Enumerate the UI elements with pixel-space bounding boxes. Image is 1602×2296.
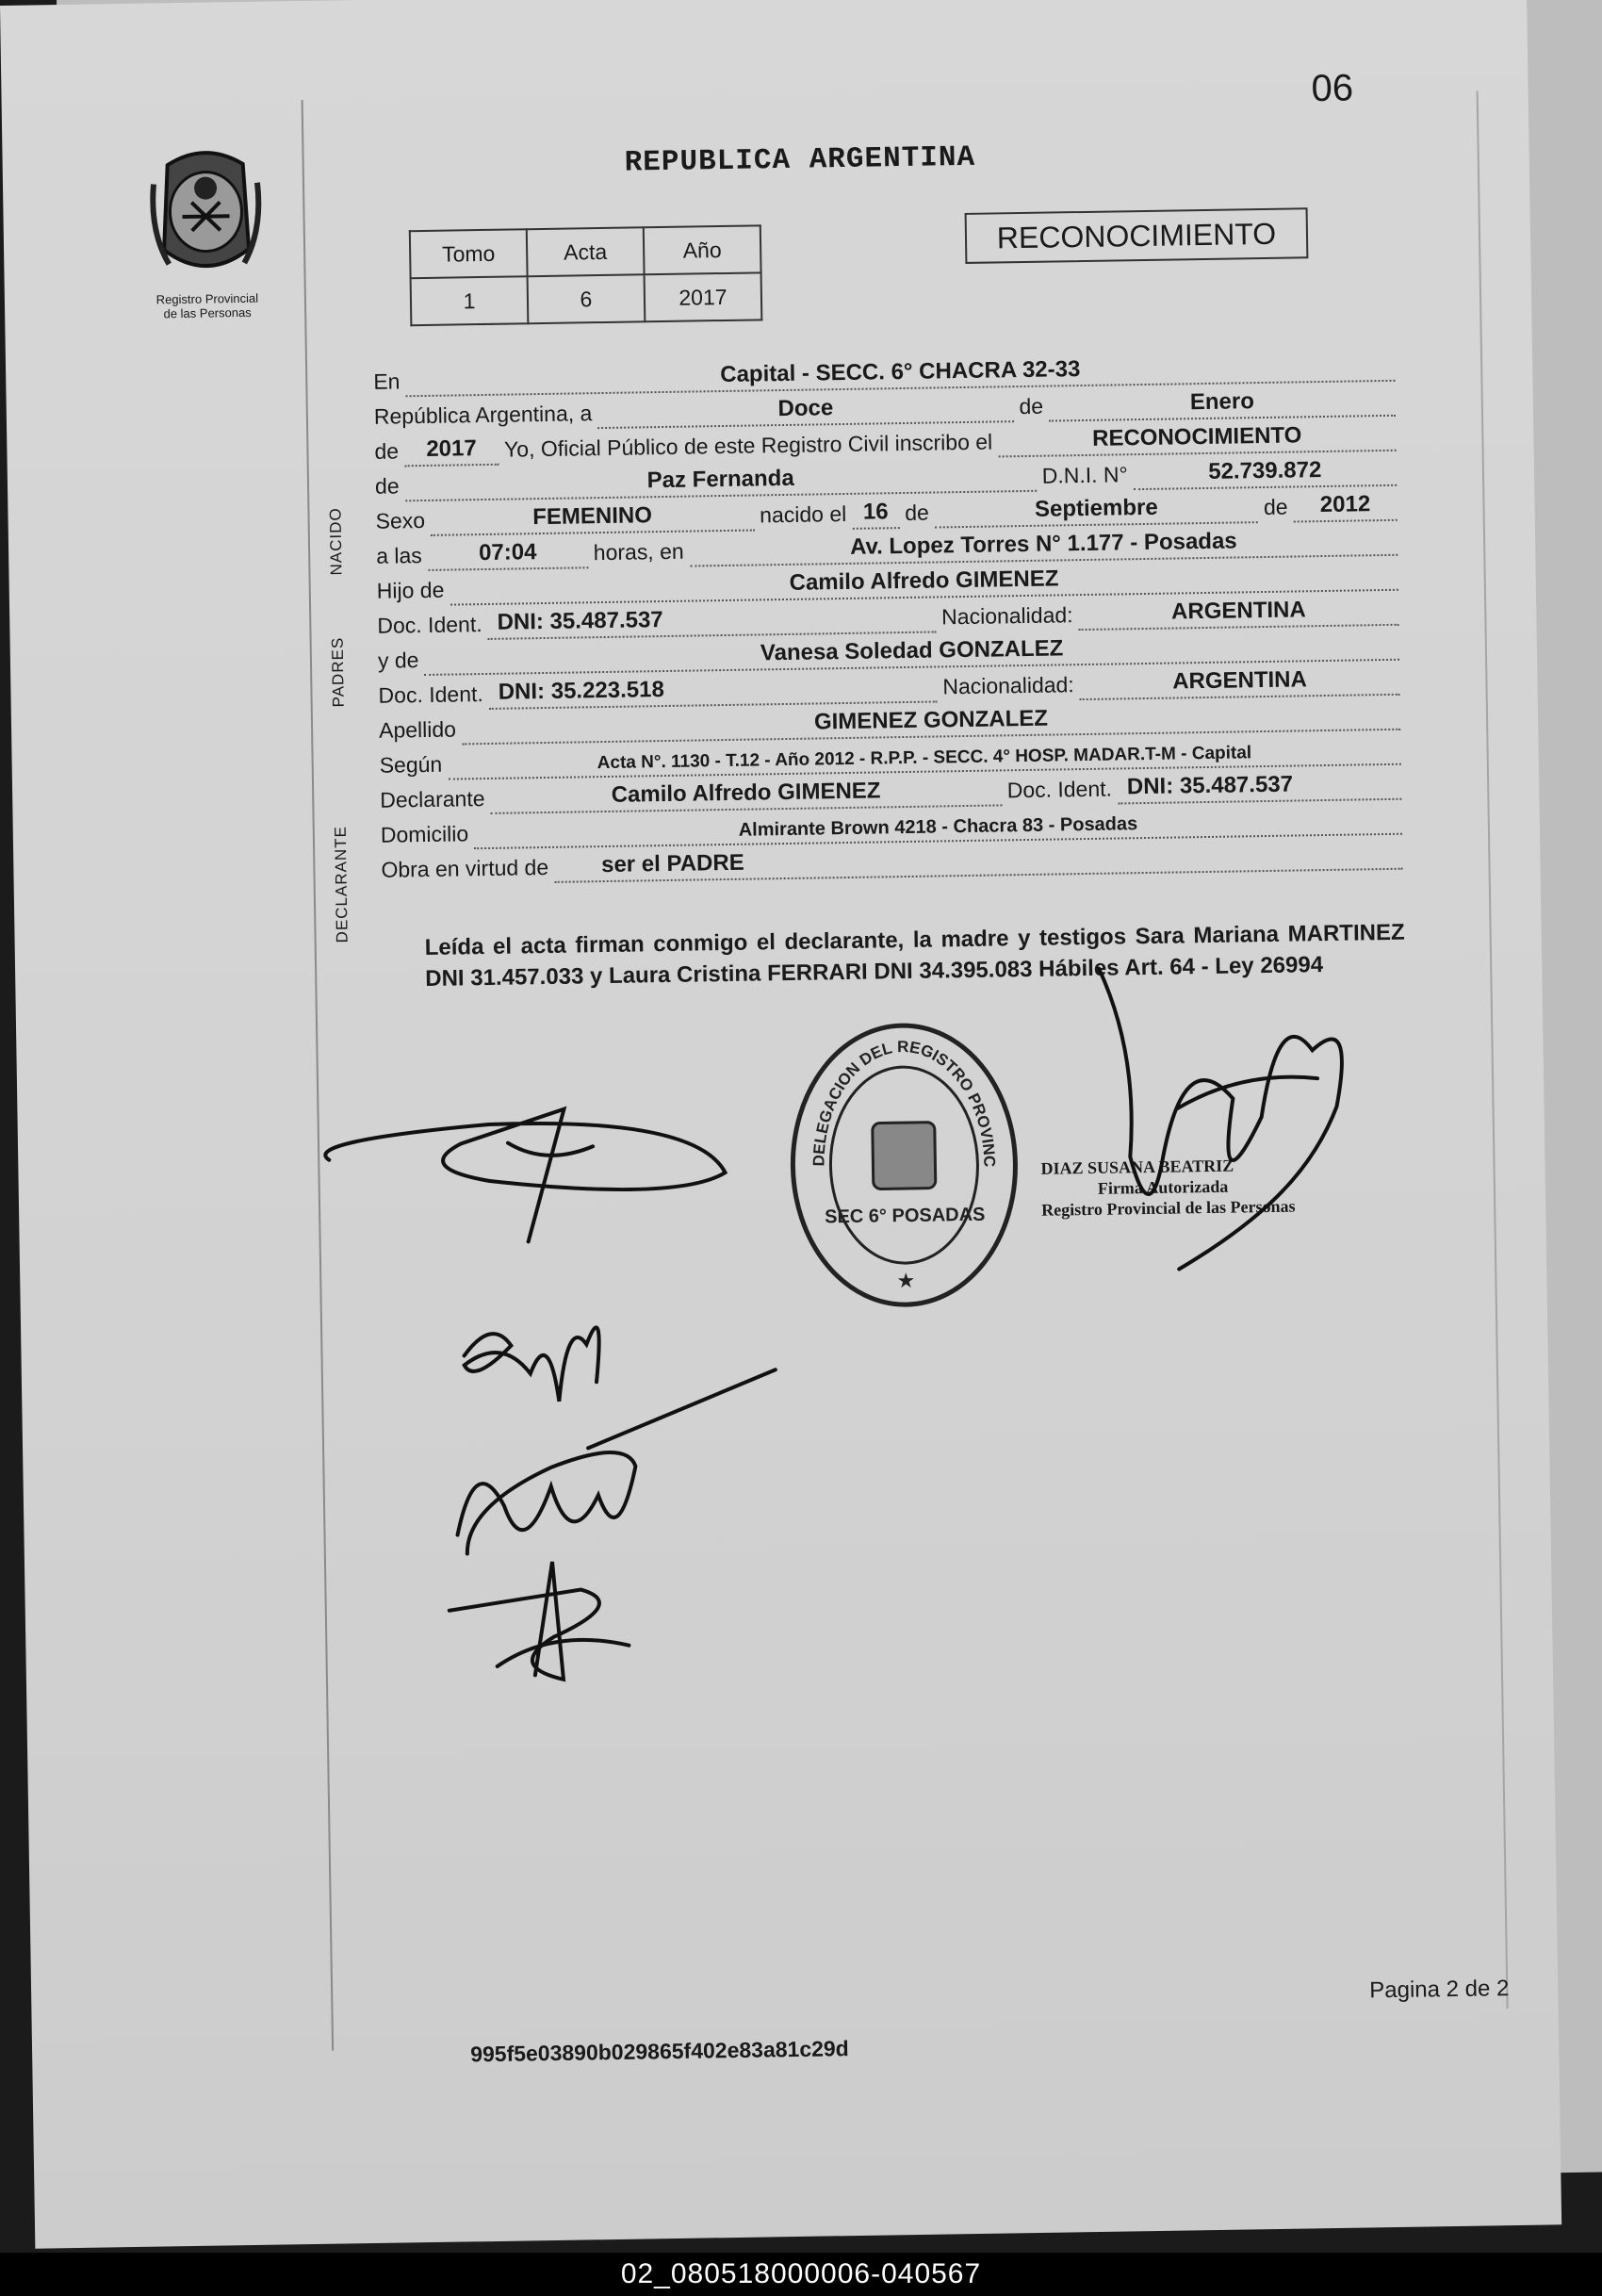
en-label: En [373, 369, 400, 394]
document-hash: 995f5e03890b029865f402e83a81c29d [469, 2036, 849, 2067]
domicilio-label: Domicilio [380, 821, 469, 847]
declarante-label: Declarante [380, 786, 485, 812]
signature-madre [464, 1327, 600, 1402]
official-title: Firma Autorizada [1097, 1176, 1229, 1198]
horas-en-label: horas, en [593, 538, 684, 566]
apellido-value: GIMENEZ GONZALEZ [813, 705, 1049, 735]
nacionalidad-label-2: Nacionalidad: [942, 672, 1074, 699]
lugar-nacimiento: Av. Lopez Torres N° 1.177 - Posadas [849, 528, 1237, 560]
padre-doc: DNI: 35.487.537 [497, 607, 663, 635]
sexo-value: FEMENINO [532, 502, 653, 531]
doc-ident-label-2: Doc. Ident. [378, 681, 483, 708]
signature-testigo-2 [449, 1561, 629, 1681]
side-label-declarante: DECLARANTE [331, 825, 351, 943]
de-label-4: de [905, 500, 930, 525]
signature-declarante [325, 1107, 727, 1245]
declarante-nombre: Camilo Alfredo GIMENEZ [611, 778, 881, 808]
y-de-label: y de [377, 648, 419, 673]
signature-official [1099, 965, 1345, 1271]
sexo-label: Sexo [375, 507, 426, 533]
act-type-box: RECONOCIMIENTO [965, 207, 1309, 264]
nac-anio: 2012 [1319, 491, 1371, 518]
dni-nacido: 52.739.872 [1208, 457, 1322, 484]
mes-acto: Enero [1189, 388, 1255, 416]
official-name: DIAZ SUSANA BEATRIZ [1040, 1156, 1234, 1178]
madre-doc: DNI: 35.223.518 [498, 677, 665, 705]
seal-ring-text: DELEGACION DEL REGISTRO PROVINCIAL [809, 1038, 999, 1168]
apellido-label: Apellido [378, 716, 457, 743]
de-label-2: de [374, 438, 400, 464]
padre-nombre: Camilo Alfredo GIMENEZ [789, 566, 1059, 596]
closing-statement: Leída el acta firman conmigo el declarante, la madre y testigos Sara Mariana MARTINEZ DNI 31.457.033 y Laura Cristina FERRARI DNI 34.395.083 Hábiles Art. 64 - Ley 26994 [424, 919, 1405, 992]
madre-nombre: Vanesa Soledad GONZALEZ [760, 635, 1064, 666]
tomo-value: 1 [411, 276, 529, 325]
tipo-acto: RECONOCIMIENTO [1091, 422, 1302, 451]
seal-star-icon: ★ [896, 1268, 916, 1293]
obra-label: Obra en virtud de [381, 854, 549, 882]
scan-id-footer: 02_080518000006-040567 [0, 2253, 1602, 2296]
acta-header: Acta [527, 227, 645, 276]
page-indicator: Pagina 2 de 2 [1369, 1976, 1510, 2004]
nac-mes: Septiembre [1034, 494, 1158, 522]
de-label-3: de [374, 473, 400, 499]
official-org: Registro Provincial de las Personas [1041, 1196, 1296, 1220]
acta-value: 6 [528, 274, 646, 323]
logo-caption-1: Registro Provincial [155, 290, 259, 307]
lugar-acto: Capital - SECC. 6° CHACRA 32-33 [720, 356, 1081, 388]
declarante-doc: DNI: 35.487.537 [1126, 771, 1294, 800]
nombre-nacido: Paz Fernanda [646, 465, 794, 494]
padre-nacionalidad: ARGENTINA [1170, 597, 1306, 625]
madre-nacionalidad: ARGENTINA [1171, 666, 1308, 695]
tomo-header: Tomo [410, 229, 528, 278]
dia-acto: Doce [777, 395, 834, 422]
republica-label: República Argentina, a [373, 401, 593, 429]
de-label: de [1019, 393, 1044, 419]
nacionalidad-label: Nacionalidad: [940, 602, 1073, 630]
anio-header: Año [644, 225, 761, 274]
segun-value: Acta N°. 1130 - T.12 - Año 2012 - R.P.P. - SECC. 4° HOSP. MADAR.T-M - Capital [597, 743, 1252, 774]
doc-ident-label-3: Doc. Ident. [1006, 776, 1113, 803]
document-heading: REPUBLICA ARGENTINA [624, 140, 976, 180]
side-label-padres: PADRES [328, 636, 348, 708]
hora-value: 07:04 [478, 539, 537, 566]
domicilio-value: Almirante Brown 4218 - Chacra 83 - Posadas [738, 813, 1138, 841]
obra-value: ser el PADRE [600, 849, 744, 878]
officer-text: Yo, Oficial Público de este Registro Civil inscribo el [503, 429, 993, 462]
nac-dia: 16 [862, 499, 889, 525]
anio-acto: 2017 [426, 435, 477, 462]
seal-center-text: SEC 6° POSADAS [824, 1204, 986, 1228]
page-number: 06 [1311, 67, 1354, 110]
dni-label: D.N.I. N° [1041, 462, 1128, 488]
nacido-label: nacido el [759, 500, 847, 528]
a-las-label: a las [376, 543, 423, 568]
anio-value: 2017 [645, 272, 762, 321]
signature-testigo-1 [455, 1369, 778, 1553]
hijo-label: Hijo de [376, 577, 445, 603]
doc-ident-label: Doc. Ident. [377, 612, 482, 638]
segun-label: Según [379, 751, 443, 778]
de-label-5: de [1263, 494, 1288, 520]
side-label-nacido: NACIDO [326, 507, 346, 576]
logo-caption-2: de las Personas [163, 304, 252, 321]
